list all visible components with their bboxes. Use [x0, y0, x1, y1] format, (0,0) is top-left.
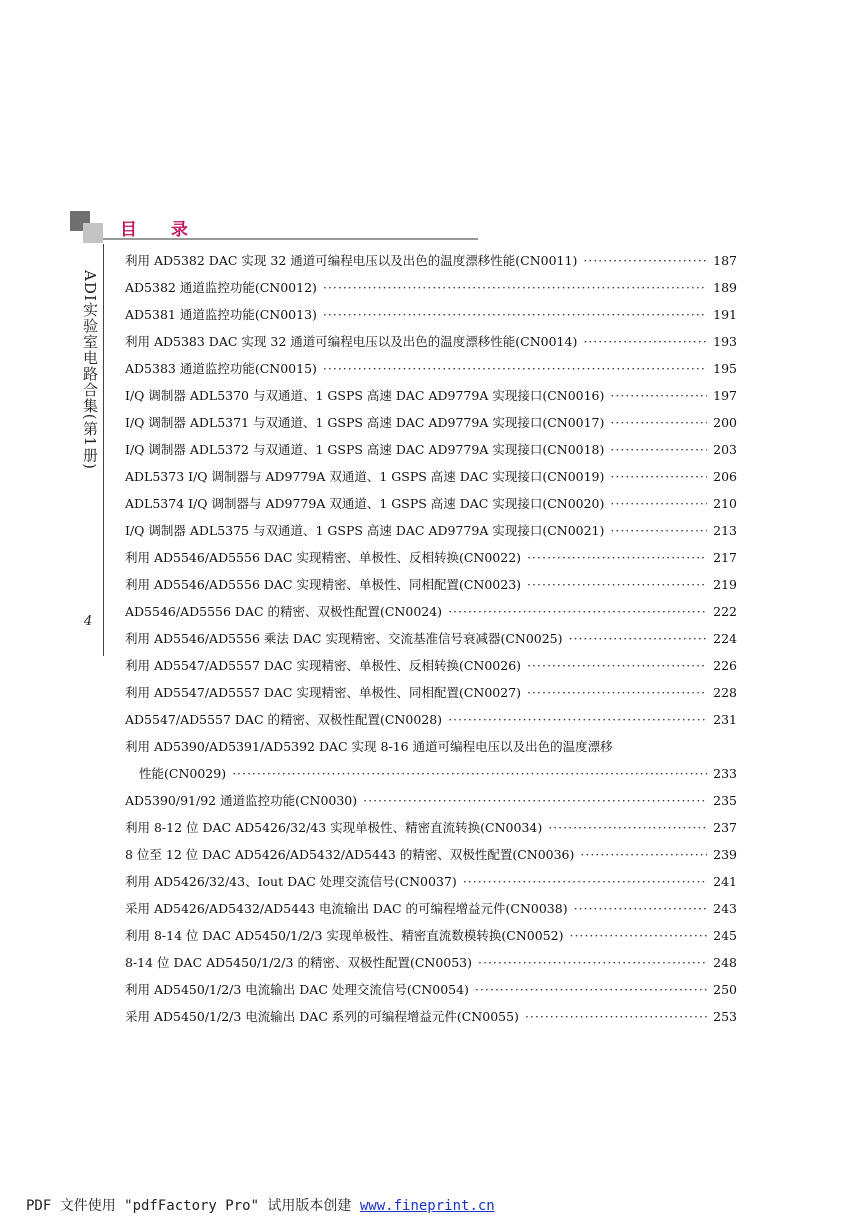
toc-entry-page: 226 [713, 658, 737, 673]
toc-entry[interactable] [125, 872, 737, 899]
toc-entry-title: 8 位至 12 位 DAC AD5426/AD5432/AD5443 的精密、双极性配置(CN0036) [125, 847, 575, 862]
toc-entry[interactable] [125, 521, 737, 548]
toc-entry[interactable] [125, 980, 737, 1007]
book-title: ADI实验室电路合集(第1册) [81, 270, 99, 471]
toc-leader [610, 388, 707, 403]
toc-leader [610, 496, 707, 511]
toc-entry-title: 利用 AD5450/1/2/3 电流输出 DAC 处理交流信号(CN0054) [125, 982, 469, 997]
footer-text: PDF 文件使用 "pdfFactory Pro" 试用版本创建 [26, 1198, 360, 1214]
toc-entry-page: 206 [713, 469, 737, 484]
toc-entry-page: 243 [713, 901, 737, 916]
toc-entry[interactable] [125, 710, 737, 737]
toc-entry-page: 210 [713, 496, 737, 511]
toc-entry-title: 利用 AD5547/AD5557 DAC 实现精密、单极性、同相配置(CN0027) [125, 685, 522, 700]
toc-entry-title: 采用 AD5426/AD5432/AD5443 电流输出 DAC 的可编程增益元件(CN0038) [125, 901, 568, 916]
toc-entry-page: 193 [713, 334, 737, 349]
toc-entry-page: 200 [713, 415, 737, 430]
toc-leader [527, 550, 707, 565]
pdf-footer [26, 1195, 495, 1215]
toc-entry-title: 利用 AD5382 DAC 实现 32 通道可编程电压以及出色的温度漂移性能(CN0011) [125, 253, 578, 268]
toc-leader [610, 415, 707, 430]
toc-leader [323, 307, 707, 322]
toc-leader [610, 469, 707, 484]
toc-entry-page: 197 [713, 388, 737, 403]
toc-entry-page: 191 [713, 307, 737, 322]
toc-leader [569, 928, 707, 943]
toc-entry-page: 231 [713, 712, 737, 727]
toc-entry-page: 203 [713, 442, 737, 457]
toc-entry[interactable] [125, 791, 737, 818]
toc-entry[interactable] [125, 683, 737, 710]
header-square-light [83, 223, 103, 243]
table-of-contents [125, 251, 737, 1034]
toc-entry[interactable] [125, 413, 737, 440]
toc-entry-title: ADL5374 I/Q 调制器与 AD9779A 双通道、1 GSPS 高速 DAC 实现接口(CN0020) [125, 496, 605, 511]
toc-leader [475, 982, 707, 997]
toc-entry-page: 239 [713, 847, 737, 862]
toc-entry-title: 利用 AD5546/AD5556 DAC 实现精密、单极性、反相转换(CN0022) [125, 550, 522, 565]
toc-entry-title: 性能(CN0029) [139, 766, 227, 781]
toc-entry-title: AD5390/91/92 通道监控功能(CN0030) [125, 793, 358, 808]
toc-entry-title: I/Q 调制器 ADL5370 与双通道、1 GSPS 高速 DAC AD9779A 实现接口(CN0016) [125, 388, 605, 403]
toc-entry[interactable] [125, 359, 737, 386]
toc-leader [610, 442, 707, 457]
toc-leader [323, 280, 707, 295]
toc-entry-title: 利用 AD5383 DAC 实现 32 通道可编程电压以及出色的温度漂移性能(CN0014) [125, 334, 578, 349]
toc-entry-title: 利用 AD5546/AD5556 DAC 实现精密、单极性、同相配置(CN0023) [125, 577, 522, 592]
toc-entry[interactable] [125, 494, 737, 521]
toc-entry-title: 利用 8-12 位 DAC AD5426/32/43 实现单极性、精密直流转换(CN0034) [125, 820, 543, 835]
toc-entry-page: 245 [713, 928, 737, 943]
toc-entry[interactable] [125, 1007, 737, 1034]
toc-entry-title: I/Q 调制器 ADL5371 与双通道、1 GSPS 高速 DAC AD9779A 实现接口(CN0017) [125, 415, 605, 430]
toc-entry[interactable] [125, 251, 737, 278]
toc-leader [363, 793, 707, 808]
toc-leader [323, 361, 707, 376]
toc-entry[interactable] [125, 629, 737, 656]
toc-entry-page: 250 [713, 982, 737, 997]
toc-entry-title: AD5383 通道监控功能(CN0015) [125, 361, 317, 376]
page-number: 4 [84, 614, 93, 629]
toc-entry[interactable] [125, 656, 737, 683]
toc-leader [525, 1009, 707, 1024]
toc-entry-title: I/Q 调制器 ADL5372 与双通道、1 GSPS 高速 DAC AD9779A 实现接口(CN0018) [125, 442, 605, 457]
toc-entry[interactable] [125, 737, 737, 764]
toc-leader [583, 334, 707, 349]
toc-entry-title: ADL5373 I/Q 调制器与 AD9779A 双通道、1 GSPS 高速 DAC 实现接口(CN0019) [125, 469, 605, 484]
toc-entry-page: 217 [713, 550, 737, 565]
toc-entry-title: AD5547/AD5557 DAC 的精密、双极性配置(CN0028) [125, 712, 443, 727]
toc-entry-page: 248 [713, 955, 737, 970]
toc-leader [448, 712, 707, 727]
toc-entry-title: 利用 AD5390/AD5391/AD5392 DAC 实现 8-16 通道可编程电压以及出色的温度漂移 [125, 739, 613, 754]
toc-leader [527, 658, 707, 673]
toc-leader [527, 685, 707, 700]
toc-entry[interactable] [125, 953, 737, 980]
toc-entry[interactable] [125, 467, 737, 494]
toc-entry[interactable] [125, 332, 737, 359]
toc-entry-continuation[interactable] [125, 764, 737, 791]
footer-link[interactable]: www.fineprint.cn [359, 1198, 495, 1214]
toc-leader [478, 955, 707, 970]
toc-entry-page: 219 [713, 577, 737, 592]
page-title: 目 录 [120, 220, 202, 240]
toc-entry-page: 189 [713, 280, 737, 295]
toc-entry[interactable] [125, 575, 737, 602]
toc-entry-page: 195 [713, 361, 737, 376]
toc-entry-page: 187 [713, 253, 737, 268]
toc-entry[interactable] [125, 602, 737, 629]
toc-entry-page: 237 [713, 820, 737, 835]
toc-entry[interactable] [125, 440, 737, 467]
toc-entry-page: 213 [713, 523, 737, 538]
toc-entry-page: 253 [713, 1009, 737, 1024]
toc-entry[interactable] [125, 845, 737, 872]
toc-entry-page: 235 [713, 793, 737, 808]
toc-entry-title: 采用 AD5450/1/2/3 电流输出 DAC 系列的可编程增益元件(CN0055) [125, 1009, 519, 1024]
toc-entry-page: 222 [713, 604, 737, 619]
toc-leader [448, 604, 707, 619]
toc-entry[interactable] [125, 548, 737, 575]
toc-entry-title: AD5382 通道监控功能(CN0012) [125, 280, 317, 295]
toc-entry-page: 228 [713, 685, 737, 700]
toc-entry-page: 224 [713, 631, 737, 646]
toc-leader [463, 874, 707, 889]
toc-entry-page: 241 [713, 874, 737, 889]
toc-entry-title: AD5381 通道监控功能(CN0013) [125, 307, 317, 322]
toc-entry-title: AD5546/AD5556 DAC 的精密、双极性配置(CN0024) [125, 604, 443, 619]
toc-entry[interactable] [125, 386, 737, 413]
toc-entry[interactable] [125, 305, 737, 332]
toc-entry-title: 利用 AD5547/AD5557 DAC 实现精密、单极性、反相转换(CN0026) [125, 658, 522, 673]
toc-entry-title: I/Q 调制器 ADL5375 与双通道、1 GSPS 高速 DAC AD9779A 实现接口(CN0021) [125, 523, 605, 538]
toc-leader [583, 253, 707, 268]
toc-entry-page: 233 [713, 766, 737, 781]
toc-entry-title: 利用 8-14 位 DAC AD5450/1/2/3 实现单极性、精密直流数模转换(CN0052) [125, 928, 564, 943]
toc-entry[interactable] [125, 899, 737, 926]
toc-entry-title: 利用 AD5546/AD5556 乘法 DAC 实现精密、交流基准信号衰减器(CN0025) [125, 631, 563, 646]
toc-leader [569, 631, 707, 646]
toc-leader [574, 901, 707, 916]
toc-entry[interactable] [125, 926, 737, 953]
toc-leader [527, 577, 707, 592]
sidebar-rule [103, 244, 104, 656]
toc-entry-title: 利用 AD5426/32/43、Iout DAC 处理交流信号(CN0037) [125, 874, 457, 889]
toc-leader [580, 847, 707, 862]
toc-leader [610, 523, 707, 538]
toc-entry-title: 8-14 位 DAC AD5450/1/2/3 的精密、双极性配置(CN0053) [125, 955, 473, 970]
toc-leader [548, 820, 707, 835]
toc-entry[interactable] [125, 818, 737, 845]
toc-leader [232, 766, 707, 781]
toc-entry[interactable] [125, 278, 737, 305]
